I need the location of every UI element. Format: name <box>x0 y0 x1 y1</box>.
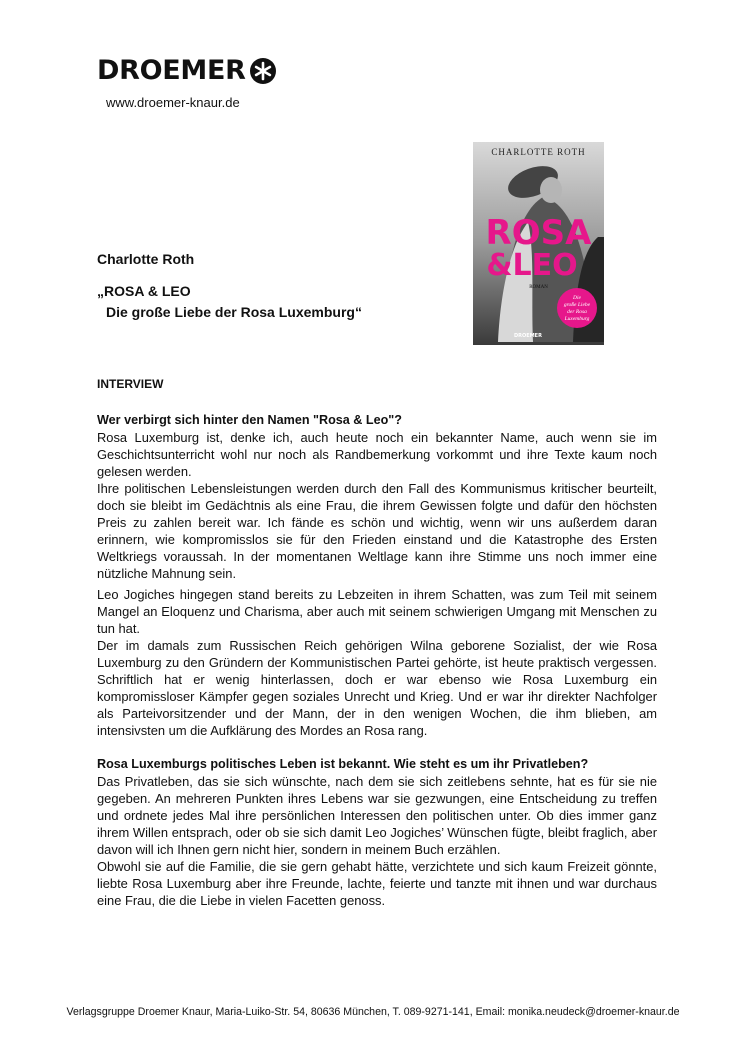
answer-1-paragraph-3: Leo Jogiches hingegen stand bereits zu Lebzeiten in ihrem Schatten, was zum Teil mit seinem Mangel an Eloquenz und Charisma, aber auch mit seinem schwierigen Umgang mit Menschen zu tun hat. <box>97 587 657 636</box>
cover-badge-line4: Luxemburg <box>564 316 590 322</box>
answer-1-paragraph-1: Rosa Luxemburg ist, denke ich, auch heute noch ein bekannter Name, auch wenn sie im Geschichtsunterricht wohl nur noch als Randbemerkung vorkommt und ihre Texte kaum noch gelesen werden. <box>97 430 657 479</box>
answer-2-paragraph-1: Das Privatleben, das sie sich wünschte, nach dem sie sich zeitlebens sehnte, hat es für sie nie gegeben. An mehreren Punkten ihres Lebens war sie gezwungen, eine Entscheidung zu treffen und ordnete jedes Mal ihre persönlichen Interessen den politischen unter. Ob dies immer ganz ihrem Willen entsprach, oder ob sie sich damit Leo Jogiches’ Wünschen fügte, bleibt fraglich, aber davon will ich Ihnen gern nicht hier, sondern in meinem Buch erzählen. <box>97 774 657 857</box>
cover-badge-line1: Die <box>573 295 581 301</box>
book-subtitle: Die große Liebe der Rosa Luxemburg“ <box>106 304 362 320</box>
question-1: Wer verbirgt sich hinter den Namen "Rosa & Leo"? <box>97 413 402 427</box>
publisher-logo <box>97 55 278 86</box>
book-title: „ROSA & LEO <box>97 283 191 299</box>
cover-badge-line3: der Rosa <box>567 309 587 315</box>
question-2: Rosa Luxemburgs politisches Leben ist bekannt. Wie steht es um ihr Privatleben? <box>97 757 589 771</box>
cover-author: CHARLOTTE ROTH <box>491 147 586 157</box>
book-author: Charlotte Roth <box>97 251 195 267</box>
cover-genre: ROMAN <box>529 285 548 290</box>
cover-title-bottom: &LEO <box>486 248 578 283</box>
answer-1-paragraph-4: Der im damals zum Russischen Reich gehörigen Wilna geborene Sozialist, der wie Rosa Luxemburg zu den Gründern der Kommunistischen Partei gehörte, ist heute praktisch vergessen. Schriftlich hat er wenig hinterlassen, doch er war ebenso wie Rosa Luxemburg ein kompromissloser Kämpfer gegen soziales Unrecht und Krieg. Und er war ihr direkter Nachfolger als Parteivorsitzender und der Mann, der in den wenigen Wochen, die ihm blieben, am intensivsten um die Aufklärung des Mordes an Rosa rang. <box>97 638 657 738</box>
answer-2-paragraph-2: Obwohl sie auf die Familie, die sie gern gehabt hätte, verzichtete und sich kaum Freizeit gönnte, liebte Rosa Luxemburg aber ihre Freunde, lachte, feierte und tanzte mit ihnen und war durchaus eine Frau, die die Liebe in vielen Facetten genoss. <box>97 859 657 908</box>
cover-badge <box>557 288 597 328</box>
asterisk-circle-icon <box>248 56 278 86</box>
section-heading: INTERVIEW <box>97 377 164 391</box>
book-cover <box>473 142 604 345</box>
logo-text: DROEMER <box>97 55 246 86</box>
footer-contact: Verlagsgruppe Droemer Knaur, Maria-Luiko-Str. 54, 80636 München, T. 089-9271-141, Email: monika.neudeck@droemer-knaur.de <box>66 1006 680 1018</box>
website-link[interactable]: www.droemer-knaur.de <box>106 95 240 110</box>
interview-body <box>97 412 657 909</box>
cover-title-top: ROSA <box>485 213 592 253</box>
cover-badge-line2: große Liebe <box>563 302 591 308</box>
answer-1-paragraph-2: Ihre politischen Lebensleistungen werden durch den Fall des Kommunismus kritischer beurteilt, doch sie bleibt im Gedächtnis als eine Frau, die ihrem Gewissen folgte und dafür den höchsten Preis zu zahlen bereit war. Ich fände es schön und wichtig, wenn wir uns außerdem daran erinnern, wie kompromisslos sie für den Frieden einstand und die Katastrophe des Ersten Weltkriegs voraussah. In der momentanen Weltlage kann ihre Stimme uns noch immer eine nützliche Mahnung sein. <box>97 481 657 581</box>
cover-publisher: DROEMER <box>514 333 542 339</box>
